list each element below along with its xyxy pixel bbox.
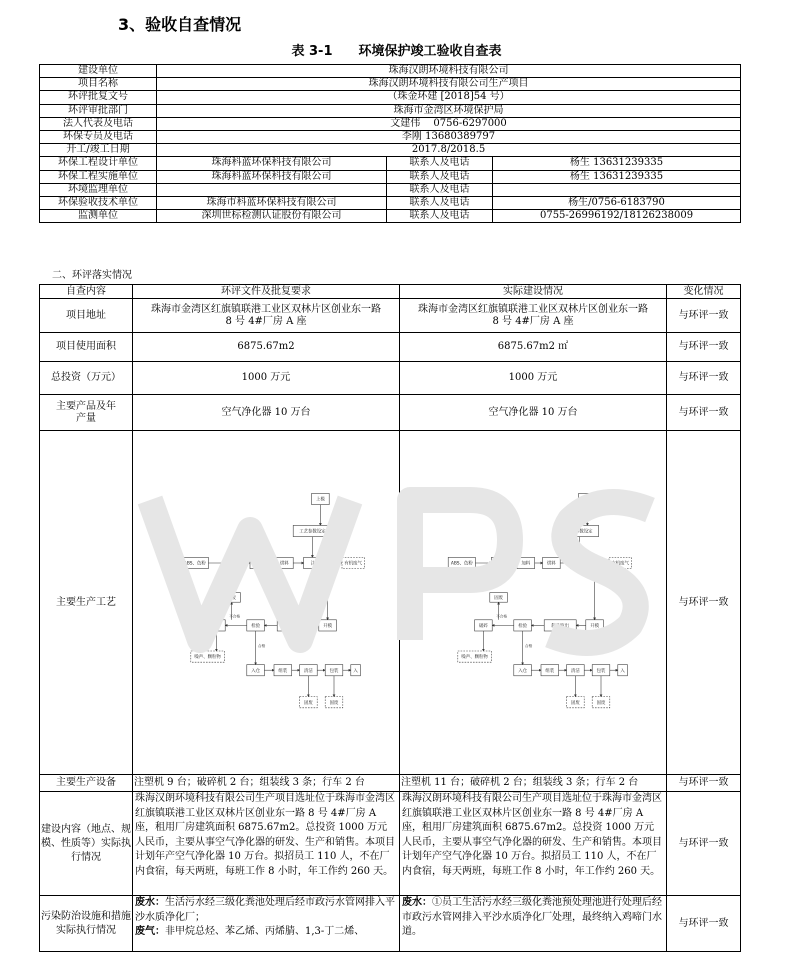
info-value — [157, 183, 387, 196]
row-change: 与环评一致 — [667, 431, 741, 775]
flow-node-label: 固废 — [571, 700, 580, 706]
row-actual: 珠海汉朗环境科技有限公司生产项目选址位于珠海市金湾区红旗镇联港工业区双林片区创业东一路 8 号 4#厂房 A 座，租用厂房建筑面积 6875.67m2。总投资 1000 万元人民币，主要从事空气净化器的研发、生产和销售。本项目计划年产空气净化器 10 万台。拟招员工 110 人，不在厂内食宿，每天两班，每班工作 8 小时，年工作约 260 天。 — [400, 792, 667, 896]
info-value: 珠海市金湾区环境保护局 — [157, 104, 741, 117]
wastewater-text: 生活污水经三级化粪池处理后经市政污水管网排入平沙水质净化厂； — [135, 897, 395, 923]
info-value: 珠海汉朗环境科技有限公司 — [157, 65, 741, 78]
info-label: 环保工程设计单位 — [40, 157, 157, 170]
contact-label: 联系人及电话 — [387, 183, 493, 196]
row-change: 与环评一致 — [667, 362, 741, 395]
contact-label: 联系人及电话 — [387, 170, 493, 183]
flow-node-label: 检验 — [251, 623, 260, 629]
flow-node-label: 入仓 — [518, 668, 527, 674]
row-change: 与环评一致 — [667, 333, 741, 362]
flowchart-body — [181, 493, 364, 707]
exhaust-label: 废气： — [135, 926, 165, 937]
info-label: 开工/竣工日期 — [40, 144, 157, 157]
contact-label: 联系人及电话 — [387, 196, 493, 209]
info-label: 监测单位 — [40, 210, 157, 223]
info-row — [40, 104, 741, 117]
row-eia-flowchart — [133, 431, 400, 775]
flow-edge-label: 合格 — [525, 643, 533, 648]
table-row — [40, 362, 741, 395]
contact-value: 杨生/0756-6183790 — [493, 196, 741, 209]
row-change: 与环评一致 — [667, 395, 741, 431]
info-value: 珠海汉朗环境科技有限公司生产项目 — [157, 78, 741, 91]
contact-value: 杨生 13631239335 — [493, 170, 741, 183]
table-caption — [0, 40, 793, 59]
row-item: 项目使用面积 — [40, 333, 133, 362]
flow-edge-label: 合格 — [258, 643, 266, 648]
row-eia: 空气净化器 10 万台 — [133, 395, 400, 431]
contact-value — [493, 183, 741, 196]
flow-node-label: 加料 — [521, 561, 531, 567]
flow-node-label: 固废 — [227, 595, 236, 601]
flow-node-label: 检验 — [518, 623, 527, 629]
table-number: 表 3-1 — [291, 44, 333, 59]
row-change: 与环评一致 — [667, 896, 741, 952]
info-label: 环境监理单位 — [40, 183, 157, 196]
flow-edge-label: 不合格 — [229, 613, 240, 618]
row-actual: 空气净化器 10 万台 — [400, 395, 667, 431]
flow-node-label: 有机废气 — [344, 561, 362, 567]
info-value: 珠海市科蓝环保科技有限公司 — [157, 196, 387, 209]
info-value: 文建伟 0756-6297000 — [157, 117, 741, 130]
row-eia: 珠海市金湾区红旗镇联港工业区双林片区创业东一路 8 号 4#厂房 A 座 — [133, 299, 400, 333]
flow-node-label: 入 — [353, 668, 358, 674]
row-change: 与环评一致 — [667, 299, 741, 333]
row-change: 与环评一致 — [667, 792, 741, 896]
flowchart-body — [448, 493, 631, 707]
flow-node-label: 开模 — [590, 623, 599, 629]
header-eia: 环评文件及批复要求 — [133, 285, 400, 299]
flow-node-label: 固废 — [329, 700, 339, 706]
flow-node-label: 破碎 — [212, 623, 221, 629]
flow-edge-label: 不合格 — [496, 613, 507, 618]
row-actual: 6875.67m2 ㎡ — [400, 333, 667, 362]
flow-node-label: 包装 — [329, 668, 339, 674]
wastewater-label: 废水： — [402, 897, 432, 908]
info-row — [40, 196, 741, 209]
flow-node-label: ABS、色粉 — [183, 561, 206, 567]
flow-node-label: 组装 — [545, 668, 555, 674]
flow-node-label: ABS、色粉 — [450, 561, 473, 567]
flow-node-label: 入仓 — [251, 668, 260, 674]
contact-value: 0755-26996192/18126238009 — [493, 210, 741, 223]
row-item: 建设内容（地点、规模、性质等）实际执行情况 — [40, 792, 133, 896]
row-item: 主要产品及年产量 — [40, 395, 133, 431]
row-eia: 1000 万元 — [133, 362, 400, 395]
section-heading: 3、验收自查情况 — [118, 15, 242, 34]
flow-node-label: 加料 — [254, 561, 264, 567]
contact-label: 联系人及电话 — [387, 157, 493, 170]
check-table — [39, 284, 741, 952]
info-row — [40, 78, 741, 91]
subsection-title: 二、环评落实情况 — [52, 270, 132, 281]
flow-node-label: 包装 — [596, 668, 606, 674]
flow-node-label: 固废 — [596, 700, 606, 706]
flow-node-label: 工艺参数设定 — [299, 529, 326, 535]
info-row — [40, 170, 741, 183]
flow-node-label: 注塑成型 — [310, 561, 329, 567]
info-value: 李刚 13680389797 — [157, 130, 741, 143]
header-actual: 实际建设情况 — [400, 285, 667, 299]
info-row — [40, 210, 741, 223]
row-eia — [133, 896, 400, 952]
table-row — [40, 299, 741, 333]
table-row — [40, 333, 741, 362]
flow-node-label: 拌料 — [495, 561, 505, 567]
contact-label: 联系人及电话 — [387, 210, 493, 223]
header-change: 变化情况 — [667, 285, 741, 299]
info-label: 环保验收技术单位 — [40, 196, 157, 209]
flow-node-label: 开模 — [323, 623, 332, 629]
flow-node-label: 固废 — [494, 595, 503, 601]
row-eia: 6875.67m2 — [133, 333, 400, 362]
flow-node-label: 烘料 — [547, 561, 556, 567]
flow-node-label: 工艺参数设定 — [566, 529, 593, 535]
info-value: 珠海科蓝环保科技有限公司 — [157, 170, 387, 183]
info-label: 环评审批部门 — [40, 104, 157, 117]
flow-node-label: 有机废气 — [611, 561, 629, 567]
row-eia: 注塑机 9 台；破碎机 2 台；组装线 3 条；行车 2 台 — [133, 775, 400, 792]
info-label: 项目名称 — [40, 78, 157, 91]
info-value: 深圳世标检测认证股份有限公司 — [157, 210, 387, 223]
flow-node-label: 组装 — [278, 668, 288, 674]
process-flowchart-eia — [135, 487, 397, 719]
info-row — [40, 183, 741, 196]
info-row — [40, 157, 741, 170]
table-row — [40, 431, 741, 775]
flow-node-label: 噪声、颗粒物 — [461, 654, 488, 660]
flow-node-label: 清洁 — [304, 668, 313, 674]
row-item: 总投资（万元） — [40, 362, 133, 395]
row-actual — [400, 896, 667, 952]
table-row — [40, 896, 741, 952]
row-item: 主要生产工艺 — [40, 431, 133, 775]
info-value: （珠金环建 [2018]54 号） — [157, 91, 741, 104]
flow-node-label: 烘料 — [280, 561, 289, 567]
flow-node-label: 制品取出 — [551, 623, 569, 629]
flow-node-label: 入 — [620, 668, 625, 674]
info-value: 珠海科蓝环保科技有限公司 — [157, 157, 387, 170]
info-row — [40, 91, 741, 104]
info-row — [40, 130, 741, 143]
row-change: 与环评一致 — [667, 775, 741, 792]
info-label: 建设单位 — [40, 65, 157, 78]
info-value: 2017.8/2018.5 — [157, 144, 741, 157]
info-row — [40, 65, 741, 78]
header-row — [40, 285, 741, 299]
row-item: 污染防治设施和措施实际执行情况 — [40, 896, 133, 952]
header-item: 自查内容 — [40, 285, 133, 299]
flow-node-label: 固废 — [304, 700, 313, 706]
flow-node-label: 上模 — [583, 497, 592, 503]
table-row — [40, 395, 741, 431]
info-label: 环保专员及电话 — [40, 130, 157, 143]
info-label: 环评批复文号 — [40, 91, 157, 104]
flow-node-label: 上模 — [316, 497, 325, 503]
row-actual: 1000 万元 — [400, 362, 667, 395]
process-flowchart-actual — [402, 487, 664, 719]
flow-node-label: 拌料 — [228, 561, 238, 567]
row-actual-flowchart — [400, 431, 667, 775]
table-row — [40, 792, 741, 896]
row-actual: 珠海市金湾区红旗镇联港工业区双林片区创业东一路 8 号 4#厂房 A 座 — [400, 299, 667, 333]
info-row — [40, 144, 741, 157]
table-title: 环境保护竣工验收自查表 — [358, 44, 502, 59]
row-eia: 珠海汉朗环境科技有限公司生产项目选址位于珠海市金湾区红旗镇联港工业区双林片区创业东一路 8 号 4#厂房 A 座，租用厂房建筑面积 6875.67m2。总投资 1000 万元人民币，主要从事空气净化器的研发、生产和销售。本项目计划年产空气净化器 10 万台。拟招员工 110 人，不在厂内食宿，每天两班，每班工作 8 小时，年工作约 260 天。 — [133, 792, 400, 896]
wastewater-label: 废水： — [135, 897, 165, 908]
info-table — [39, 64, 741, 223]
row-item: 项目地址 — [40, 299, 133, 333]
flow-node-label: 破碎 — [479, 623, 488, 629]
contact-value: 杨生 13631239335 — [493, 157, 741, 170]
flow-node-label: 噪声、颗粒物 — [194, 654, 221, 660]
row-item: 主要生产设备 — [40, 775, 133, 792]
table-row — [40, 775, 741, 792]
flow-node-label: 注塑成型 — [577, 561, 596, 567]
exhaust-text: 非甲烷总烃、苯乙烯、丙烯腈、1,3-丁二烯、 — [165, 926, 365, 937]
info-row — [40, 117, 741, 130]
wastewater-text: ①员工生活污水经三级化粪池预处理池进行处理后经市政污水管网排入平沙水质净化厂处理，最终纳入鸡啼门水道。 — [402, 897, 662, 937]
row-actual: 注塑机 11 台；破碎机 2 台；组装线 3 条；行车 2 台 — [400, 775, 667, 792]
flow-node-label: 制品取出 — [284, 623, 302, 629]
info-label: 环保工程实施单位 — [40, 170, 157, 183]
flow-node-label: 清洁 — [571, 668, 580, 674]
info-label: 法人代表及电话 — [40, 117, 157, 130]
